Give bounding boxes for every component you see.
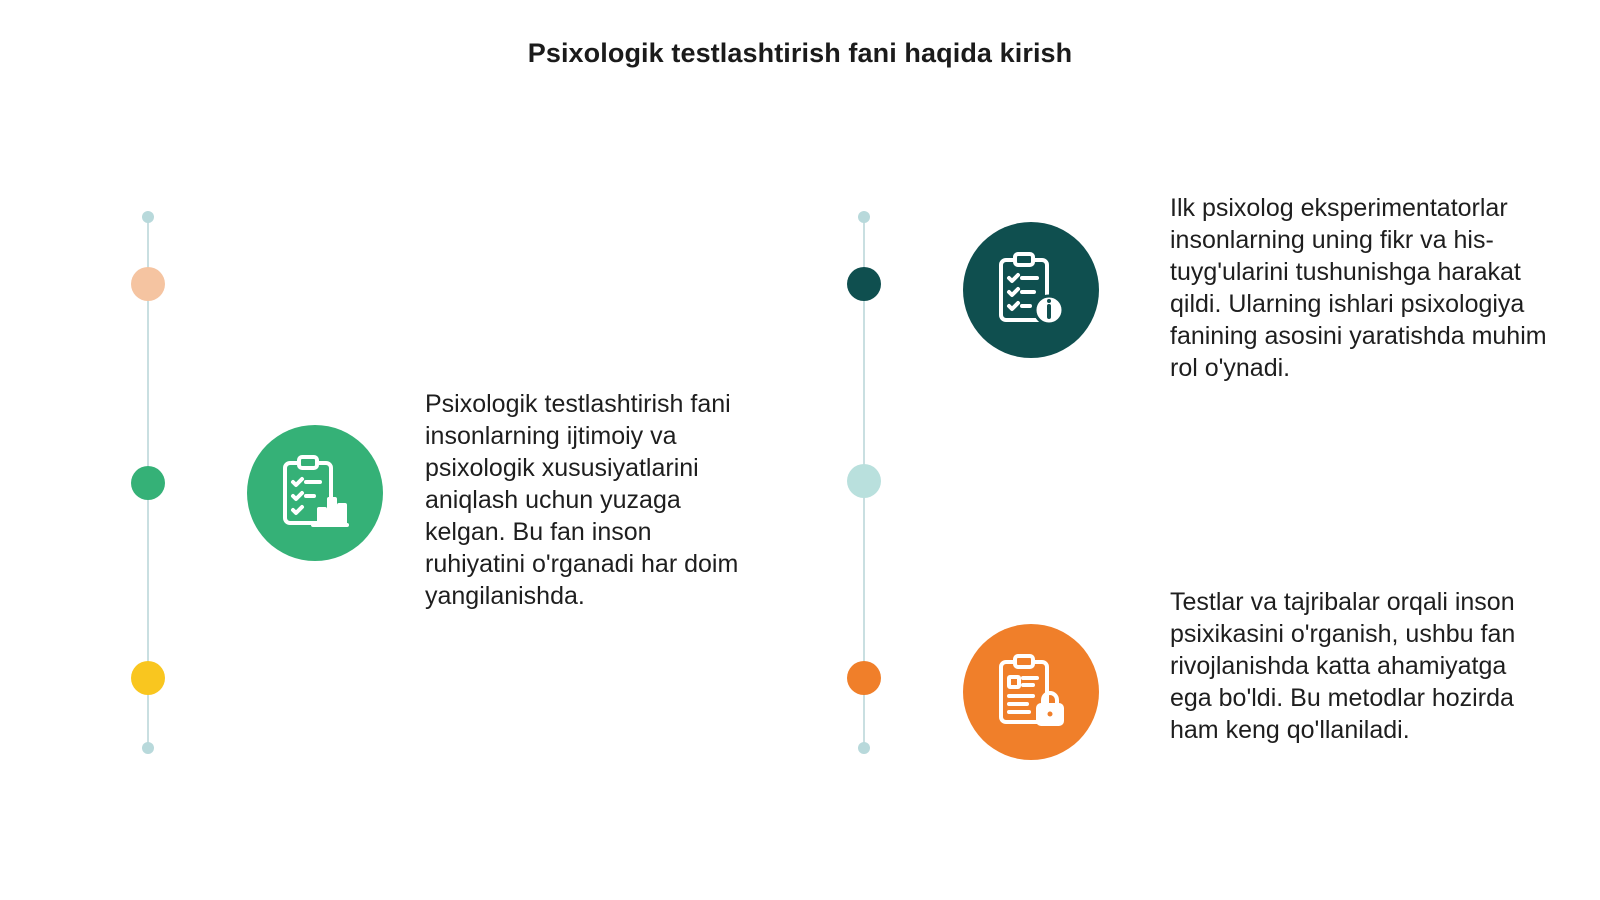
item-text: Psixologik testlashtirish fani insonlarning ijtimoiy va psixologik xususiyatlarini aniqlash uchun yuzaga kelgan. Bu fan inson ruhiyatini o'rganadi har doim yangilanishda. [425,390,739,610]
item-text: Testlar va tajribalar orqali inson psixikasini o'rganish, ushbu fan rivojlanishda katta ahamiyatga ega bo'ldi. Bu metodlar hozirda ham keng qo'llaniladi. [1170,588,1516,744]
clipboard-info-icon [963,222,1099,358]
clipboard-lock-icon [963,624,1099,760]
clipboard-chart-icon [247,425,383,561]
page-title: Psixologik testlashtirish fani haqida kirish [527,38,1073,68]
right-timeline-marker-teal [847,267,881,301]
right-timeline-top-cap [858,211,870,223]
left-timeline-marker-peach [131,267,165,301]
item-text: Ilk psixolog eksperimentatorlar insonlarning uning fikr va his-tuyg'ularini tushunishga harakat qildi. Ularning ishlari psixologiya fanining asosini yaratishda muhim rol o'ynadi. [1170,194,1547,382]
left-timeline-bottom-cap [142,742,154,754]
left-timeline-marker-yellow [131,661,165,695]
right-timeline-marker-orange [847,661,881,695]
right-timeline-bottom-cap [858,742,870,754]
right-timeline-marker-light-teal [847,464,881,498]
left-timeline-marker-green [131,466,165,500]
left-timeline-top-cap [142,211,154,223]
